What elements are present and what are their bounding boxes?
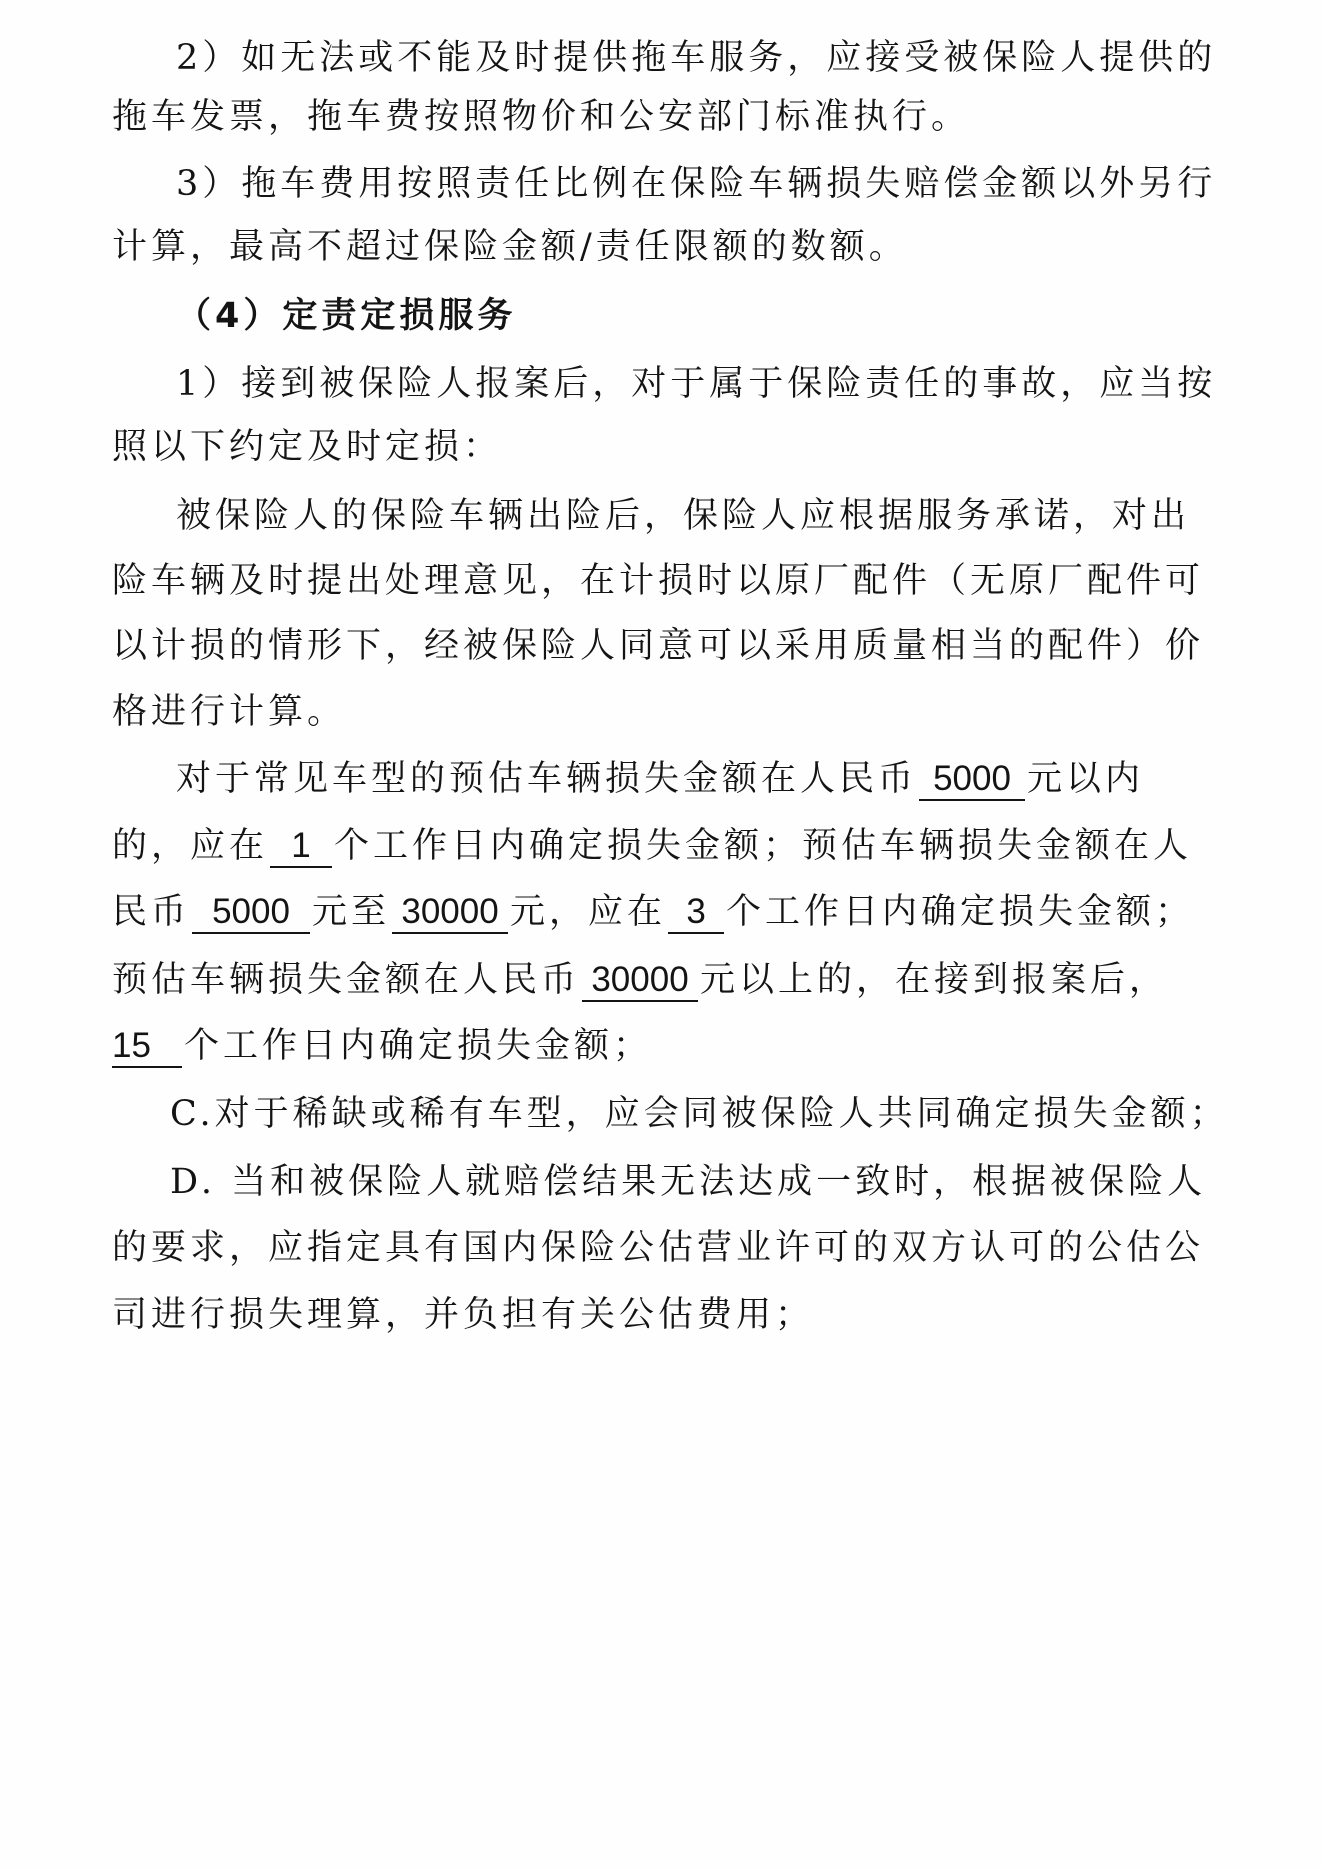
dispute-line-1: D. 当和被保险人就赔偿结果无法达成一致时，根据被保险人 [170,1162,1207,1202]
criteria-line-2-tail: 个工作日内确定损失金额；预估车辆损失金额在人 [334,826,1193,866]
criteria-line-3-mid: 元至 [312,892,391,932]
criteria-line-5 [112,1022,652,1070]
rare-vehicle-line: C.对于稀缺或稀有车型，应会同被保险人共同确定损失金额； [170,1094,1229,1134]
threshold-high-value: 30000 [582,960,698,1002]
criteria-line-2 [112,822,1192,870]
dispute-line-2: 的要求，应指定具有国内保险公估营业许可的双方认可的公估公 [112,1228,1205,1268]
paragraph-2-line-1: 2）如无法或不能及时提供拖车服务，应接受被保险人提供的 [176,38,1217,78]
body-line-3: 以计损的情形下，经被保险人同意可以采用质量相当的配件）价 [112,626,1205,666]
paragraph-3-line-2: 计算，最高不超过保险金额/责任限额的数额。 [112,227,908,267]
paragraph-2-line-2: 拖车发票，拖车费按照物价和公安部门标准执行。 [112,97,971,137]
range-high-value: 30000 [392,892,508,934]
body-line-1: 被保险人的保险车辆出险后，保险人应根据服务承诺，对出 [176,496,1191,536]
criteria-line-1-tail: 元以内 [1027,759,1145,799]
criteria-line-1-text: 对于常见车型的预估车辆损失金额在人民币 [176,759,918,799]
criteria-line-3-mid-2: 元，应在 [510,892,667,932]
criteria-line-3-tail: 个工作日内确定损失金额； [726,892,1195,932]
criteria-line-3-text: 民币 [112,892,191,932]
range-low-value: 5000 [192,892,310,934]
criteria-line-4 [112,956,1168,1004]
days-mid-value: 3 [668,892,724,934]
days-high-value: 15 [112,1026,182,1068]
criteria-line-2-text: 的，应在 [112,826,269,866]
body-line-2: 险车辆及时提出处理意见，在计损时以原厂配件（无原厂配件可 [112,561,1205,601]
body-line-4: 格进行计算。 [112,692,347,732]
dispute-line-3: 司进行损失理算，并负担有关公估费用； [112,1295,815,1335]
criteria-line-4-tail: 元以上的，在接到报案后， [700,960,1169,1000]
paragraph-3-line-1: 3）拖车费用按照责任比例在保险车辆损失赔偿金额以外另行 [176,164,1217,204]
days-low-value: 1 [270,826,332,868]
section-heading: （4）定责定损服务 [176,296,517,336]
item-1-line-2: 照以下约定及时定损： [112,427,503,467]
criteria-line-5-tail: 个工作日内确定损失金额； [184,1026,653,1066]
threshold-low-value: 5000 [919,759,1025,801]
criteria-line-3 [112,888,1194,936]
criteria-line-4-text: 预估车辆损失金额在人民币 [112,960,581,1000]
criteria-line-1 [176,755,1144,803]
item-1-line-1: 1）接到被保险人报案后，对于属于保险责任的事故，应当按 [176,364,1217,404]
